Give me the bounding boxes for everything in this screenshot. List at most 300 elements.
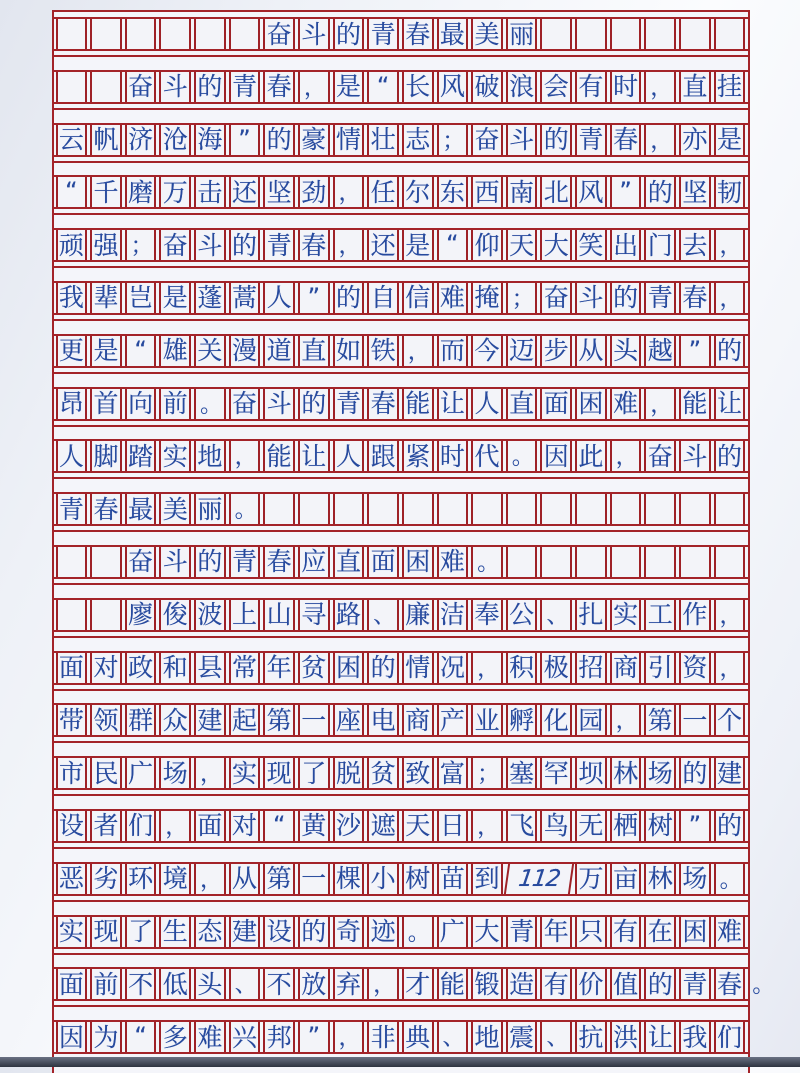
grid-cell-char: 非	[367, 1022, 399, 1052]
composition-sheet	[52, 10, 775, 1073]
grid-cell-char: 的	[298, 917, 330, 947]
grid-cell-char: 斗	[159, 547, 191, 577]
grid-cell-char: 第	[644, 705, 676, 735]
grid-cell-empty	[540, 494, 572, 524]
grid-cell-empty	[194, 19, 226, 49]
grid-cell-char: 的	[333, 283, 365, 313]
grid-cell-empty	[56, 547, 88, 577]
grid-cell-char: 还	[229, 177, 261, 207]
grid-cell-char: ，	[714, 230, 746, 260]
grid-cell-char: 典	[402, 1022, 434, 1052]
grid-cell-empty	[610, 494, 642, 524]
grid-row	[54, 123, 748, 176]
grid-cell-char: 美	[159, 494, 191, 524]
grid-cell-char: 奋	[125, 547, 157, 577]
cells-row	[54, 703, 748, 737]
grid-cell-empty	[56, 600, 88, 630]
grid-cell-char: 奋	[540, 283, 572, 313]
grid-cell-empty	[90, 600, 122, 630]
grid-cell-char: ，	[402, 336, 434, 366]
grid-row	[54, 862, 748, 915]
grid-cell-char: 击	[194, 177, 226, 207]
row-subline	[54, 1001, 748, 1007]
grid-cell-char: 东	[437, 177, 469, 207]
grid-cell-char: 能	[437, 969, 469, 999]
grid-cell-char: ，	[644, 125, 676, 155]
grid-cell-char: 产	[437, 705, 469, 735]
grid-cell-char: 有	[575, 72, 607, 102]
cells-row	[54, 492, 748, 526]
grid-cell-empty	[679, 494, 711, 524]
grid-cell-char: 工	[644, 600, 676, 630]
grid-cell-char: 一	[298, 705, 330, 735]
grid-cell-char: 大	[471, 917, 503, 947]
grid-cell-char: 电	[367, 705, 399, 735]
grid-cell-char: 能	[679, 389, 711, 419]
grid-cell-char: 门	[644, 230, 676, 260]
grid-cell-char: 场	[159, 758, 191, 788]
grid-cell-char: 山	[263, 600, 295, 630]
cells-row	[54, 967, 775, 1001]
grid-cell-char: 奋	[229, 389, 261, 419]
grid-cell-char: 顽	[56, 230, 88, 260]
grid-cell-char: 座	[333, 705, 365, 735]
grid-cell-char: 任	[367, 177, 399, 207]
grid-cell-char: 我	[679, 1022, 711, 1052]
grid-cell-char: 是	[159, 283, 191, 313]
grid-cell-char: 第	[263, 705, 295, 735]
grid-cell-char: 广	[125, 758, 157, 788]
row-subline	[54, 737, 748, 743]
grid-cell-char: 寻	[298, 600, 330, 630]
grid-cell-char: 才	[402, 969, 434, 999]
grid-cell-char: 是	[333, 72, 365, 102]
grid-cell-char: 实	[229, 758, 261, 788]
grid-cell-char: 遮	[367, 811, 399, 841]
grid-cell-char: 塞	[506, 758, 538, 788]
grid-cell-char: 富	[437, 758, 469, 788]
row-subline	[54, 526, 748, 532]
grid-cell-char: 铁	[367, 336, 399, 366]
grid-cell-char: 奉	[471, 600, 503, 630]
grid-cell-empty	[714, 494, 746, 524]
grid-cell-char: 韧	[714, 177, 746, 207]
grid-cell-char: 积	[506, 653, 538, 683]
grid-cell-char: 奋	[644, 441, 676, 471]
grid-cell-empty	[506, 494, 538, 524]
row-subline	[54, 790, 748, 796]
grid-cell-char: 人	[471, 389, 503, 419]
grid-cell-char: 直	[298, 336, 330, 366]
grid-cell-char: 春	[298, 230, 330, 260]
grid-cell-empty	[679, 19, 711, 49]
grid-cell-empty	[90, 19, 122, 49]
grid-cell-char: 群	[125, 705, 157, 735]
grid-cell-empty	[575, 19, 607, 49]
grid-cell-empty	[714, 19, 746, 49]
grid-cell-char: ，	[367, 969, 399, 999]
grid-cell-char: 春	[263, 547, 295, 577]
row-subline	[54, 949, 748, 955]
grid-cell-empty	[575, 494, 607, 524]
row-subline	[54, 51, 748, 57]
grid-cell-char: 迈	[506, 336, 538, 366]
grid-cell-char: 一	[298, 864, 330, 894]
grid-cell-char: 风	[575, 177, 607, 207]
grid-cell-char: 的	[333, 19, 365, 49]
grid-cell-char: 场	[679, 864, 711, 894]
cells-row	[54, 862, 748, 896]
grid-cell-char: 邦	[263, 1022, 295, 1052]
grid-cell-char: 面	[540, 389, 572, 419]
grid-cell-char: 是	[714, 125, 746, 155]
grid-cell-char: 化	[540, 705, 572, 735]
grid-cell-char: 不	[125, 969, 157, 999]
row-subline	[54, 157, 748, 163]
grid-row	[54, 703, 748, 756]
grid-cell-char: 第	[263, 864, 295, 894]
grid-cell-char: 实	[159, 441, 191, 471]
grid-cell-char: ，	[333, 230, 365, 260]
grid-cell-char: 政	[125, 653, 157, 683]
grid-cell-char: 地	[471, 1022, 503, 1052]
grid-cell-char: ，	[714, 600, 746, 630]
grid-cell-char: ”	[298, 1022, 330, 1052]
grid-cell-char: 况	[437, 653, 469, 683]
grid-cell-char: 难	[194, 1022, 226, 1052]
grid-cell-char: 人	[263, 283, 295, 313]
grid-cell-char: 领	[90, 705, 122, 735]
grid-cell-char: 斗	[506, 125, 538, 155]
grid-cell-char: 恶	[56, 864, 88, 894]
grid-cell-char: 鸟	[540, 811, 572, 841]
grid-cell-char: 斗	[298, 19, 330, 49]
grid-cell-char: 春	[90, 494, 122, 524]
grid-cell-char: 尔	[402, 177, 434, 207]
grid-cell-char: 磨	[125, 177, 157, 207]
grid-cell-char: 困	[679, 917, 711, 947]
grid-cell-empty	[644, 494, 676, 524]
grid-cell-char: 仰	[471, 230, 503, 260]
grid-cell-char: 们	[125, 811, 157, 841]
grid-cell-char: 天	[506, 230, 538, 260]
grid-cell-char: 因	[540, 441, 572, 471]
grid-cell-char: 建	[229, 917, 261, 947]
grid-row	[54, 228, 748, 281]
grid-cell-char: 的	[714, 811, 746, 841]
grid-cell-char: ，	[194, 864, 226, 894]
grid-cell-char: 斗	[679, 441, 711, 471]
grid-cell-char: 地	[194, 441, 226, 471]
grid-cell-char: ，	[229, 441, 261, 471]
grid-cell-char: 的	[714, 336, 746, 366]
grid-cell-char: 贫	[298, 653, 330, 683]
grid-cell-char: 青	[367, 19, 399, 49]
grid-cell-char: 辈	[90, 283, 122, 313]
grid-cell-char: 的	[367, 653, 399, 683]
grid-cell-char: 招	[575, 653, 607, 683]
cells-row	[54, 439, 748, 473]
grid-cell-char: 脱	[333, 758, 365, 788]
grid-cell-char: 苗	[437, 864, 469, 894]
grid-cell-char: 劲	[298, 177, 330, 207]
grid-cell-char: 漫	[229, 336, 261, 366]
row-subline	[54, 896, 748, 902]
grid-cell-char: 雄	[159, 336, 191, 366]
grid-cell-empty	[610, 19, 642, 49]
cells-row	[54, 334, 748, 368]
grid-cell-char: 自	[367, 283, 399, 313]
cells-row	[54, 598, 748, 632]
grid-cell-char: 园	[575, 705, 607, 735]
grid-cell-char: 壮	[367, 125, 399, 155]
row-subline	[54, 843, 748, 849]
grid-cell-char: 春	[714, 969, 746, 999]
grid-cell-char: 坚	[263, 177, 295, 207]
grid-cell-char: 难	[437, 547, 469, 577]
grid-cell-char: 青	[506, 917, 538, 947]
grid-cell-char: 场	[644, 758, 676, 788]
grid-cell-char: 长	[402, 72, 434, 102]
grid-cell-char: 让	[437, 389, 469, 419]
grid-cell-char: 能	[263, 441, 295, 471]
grid-cell-char: 青	[644, 283, 676, 313]
grid-cell-char: 西	[471, 177, 503, 207]
grid-cell-char: 兴	[229, 1022, 261, 1052]
grid-cell-char: 造	[506, 969, 538, 999]
grid-cell-char: 云	[56, 125, 88, 155]
grid-cell-char: 笑	[575, 230, 607, 260]
grid-cell-char: 难	[714, 917, 746, 947]
grid-cell-char: 的	[263, 125, 295, 155]
grid-cell-char: 上	[229, 600, 261, 630]
grid-cell-char: 还	[367, 230, 399, 260]
grid-cell-char: 破	[471, 72, 503, 102]
grid-cell-char: 业	[471, 705, 503, 735]
grid-cell-char: 我	[56, 283, 88, 313]
row-subline	[54, 104, 748, 110]
grid-cell-char: ；	[506, 283, 538, 313]
grid-cell-char: 廉	[402, 600, 434, 630]
grid-cell-char: 坝	[575, 758, 607, 788]
grid-cell-char: 面	[56, 969, 88, 999]
grid-cell-char: 公	[506, 600, 538, 630]
row-subline	[54, 209, 748, 215]
grid-cell-char: 资	[679, 653, 711, 683]
grid-row	[54, 70, 748, 123]
grid-cell-char: 海	[194, 125, 226, 155]
grid-cell-char: 困	[333, 653, 365, 683]
grid-cell-char: 的	[610, 283, 642, 313]
grid-cell-char: 志	[402, 125, 434, 155]
grid-cell-char: 关	[194, 336, 226, 366]
grid-cell-char: 美	[471, 19, 503, 49]
grid-cell-empty	[367, 494, 399, 524]
grid-cell-char: 俊	[159, 600, 191, 630]
grid-cell-char: 对	[229, 811, 261, 841]
grid-cell-char: 致	[402, 758, 434, 788]
grid-cell-char: 迹	[367, 917, 399, 947]
grid-cell-char: 。	[194, 389, 226, 419]
grid-cell-char: 树	[644, 811, 676, 841]
grid-cell-char: 春	[610, 125, 642, 155]
grid-cell-char: 去	[679, 230, 711, 260]
grid-cell-char: 实	[56, 917, 88, 947]
grid-cell-char: 的	[298, 389, 330, 419]
grid-cell-char: 昂	[56, 389, 88, 419]
cells-row	[54, 70, 748, 104]
grid-cell-empty	[644, 19, 676, 49]
grid-row	[54, 281, 748, 334]
grid-cell-char: 飞	[506, 811, 538, 841]
grid-cell-char: 作	[679, 600, 711, 630]
cells-row	[54, 809, 748, 843]
row-subline	[54, 421, 748, 427]
cells-row	[54, 1020, 748, 1054]
grid-row-title	[54, 17, 748, 70]
grid-cell-char: 常	[229, 653, 261, 683]
grid-cell-char: 带	[56, 705, 88, 735]
grid-cell-char: 对	[90, 653, 122, 683]
grid-cell-char: 。	[714, 864, 746, 894]
grid-cell-char: 年	[263, 653, 295, 683]
grid-cell-char: 锻	[471, 969, 503, 999]
grid-cell-char: 越	[644, 336, 676, 366]
grid-cell-char: ”	[610, 177, 642, 207]
grid-cell-char: 建	[714, 758, 746, 788]
grid-cell-char: 广	[437, 917, 469, 947]
grid-cell-char: 春	[367, 389, 399, 419]
grid-cell-char: 面	[56, 653, 88, 683]
grid-row	[54, 915, 748, 968]
row-subline	[54, 368, 748, 374]
grid-cell-char: 斗	[194, 230, 226, 260]
grid-cell-char: 丽	[506, 19, 538, 49]
grid-cell-char: 了	[298, 758, 330, 788]
grid-cell-empty	[540, 19, 572, 49]
grid-cell-char: 极	[540, 653, 572, 683]
grid-cell-char: 黄	[298, 811, 330, 841]
grid-cell-char: 万	[575, 864, 607, 894]
grid-row	[54, 545, 748, 598]
grid-cell-char: ，	[644, 72, 676, 102]
grid-cell-char: 脚	[90, 441, 122, 471]
grid-cell-empty	[506, 547, 538, 577]
row-subline	[54, 315, 748, 321]
cells-row	[54, 545, 748, 579]
grid-cell-char: 斗	[263, 389, 295, 419]
grid-cell-char: 天	[402, 811, 434, 841]
grid-cell-char: 环	[125, 864, 157, 894]
grid-cell-char: 的	[644, 969, 676, 999]
grid-cell-char: 最	[437, 19, 469, 49]
grid-cell-empty	[333, 494, 365, 524]
grid-row	[54, 967, 775, 1020]
grid-cell-char: 蓬	[194, 283, 226, 313]
grid-cell-char: 春	[263, 72, 295, 102]
grid-cell-char: ，	[471, 653, 503, 683]
grid-row	[54, 492, 748, 545]
grid-cell-char: 林	[610, 758, 642, 788]
grid-cell-char: ；	[437, 125, 469, 155]
grid-row	[54, 439, 748, 492]
grid-cell-char: “	[367, 72, 399, 102]
grid-cell-char: 。	[471, 547, 503, 577]
grid-cell-char: 情	[402, 653, 434, 683]
grid-cell-char: 众	[159, 705, 191, 735]
grid-cell-empty	[714, 547, 746, 577]
grid-cell-char: ，	[159, 811, 191, 841]
grid-cell-empty	[90, 72, 122, 102]
grid-cell-char: 的	[194, 547, 226, 577]
grid-cell-char: 现	[90, 917, 122, 947]
grid-cell-char: “	[125, 1022, 157, 1052]
grid-cell-empty	[679, 547, 711, 577]
grid-cell-char: 青	[229, 547, 261, 577]
cells-row	[54, 756, 748, 790]
grid-cell-char: ”	[679, 811, 711, 841]
grid-cell-char: 前	[159, 389, 191, 419]
grid-row	[54, 334, 748, 387]
grid-cell-char: 让	[644, 1022, 676, 1052]
grid-cell-char: 青	[263, 230, 295, 260]
grid-cell-char: 今	[471, 336, 503, 366]
grid-cell-char: 弃	[333, 969, 365, 999]
grid-cell-char: 、	[540, 1022, 572, 1052]
grid-cell-char: 到	[471, 864, 503, 894]
grid-cell-char: 困	[575, 389, 607, 419]
grid-cell-char: 大	[540, 230, 572, 260]
grid-cell-char: 应	[298, 547, 330, 577]
grid-cell-char: ”	[229, 125, 261, 155]
grid-cell-char: 商	[610, 653, 642, 683]
grid-cell-char: 如	[333, 336, 365, 366]
grid-row	[54, 175, 748, 228]
grid-cell-char: 南	[506, 177, 538, 207]
grid-cell-empty	[90, 547, 122, 577]
grid-cell-char: 一	[679, 705, 711, 735]
grid-cell-char: 让	[298, 441, 330, 471]
grid-cell-char: 青	[56, 494, 88, 524]
grid-cell-char: 生	[159, 917, 191, 947]
grid-cell-char: 境	[159, 864, 191, 894]
grid-cell-char: 年	[540, 917, 572, 947]
row-subline	[54, 632, 748, 638]
grid-cell-char: 商	[402, 705, 434, 735]
cells-row	[54, 651, 748, 685]
grid-cell-char: ，	[471, 811, 503, 841]
grid-cell-char: 步	[540, 336, 572, 366]
cells-row	[54, 281, 748, 315]
grid-row	[54, 651, 748, 704]
grid-cell-char: 、	[229, 969, 261, 999]
grid-cell-char: 洁	[437, 600, 469, 630]
grid-cell-empty	[263, 494, 295, 524]
grid-cell-char: 更	[56, 336, 88, 366]
grid-cell-char: 劣	[90, 864, 122, 894]
grid-cell-empty	[402, 494, 434, 524]
grid-cell-char: 扎	[575, 600, 607, 630]
grid-cell-char: 人	[56, 441, 88, 471]
row-subline	[54, 685, 748, 691]
grid-cell-empty	[644, 547, 676, 577]
grid-cell-char: 面	[194, 811, 226, 841]
grid-cell-char: 县	[194, 653, 226, 683]
grid-cell-char: 时	[610, 72, 642, 102]
grid-cell-char: 浪	[506, 72, 538, 102]
grid-cell-char: 困	[402, 547, 434, 577]
grid-cell-char: 在	[644, 917, 676, 947]
